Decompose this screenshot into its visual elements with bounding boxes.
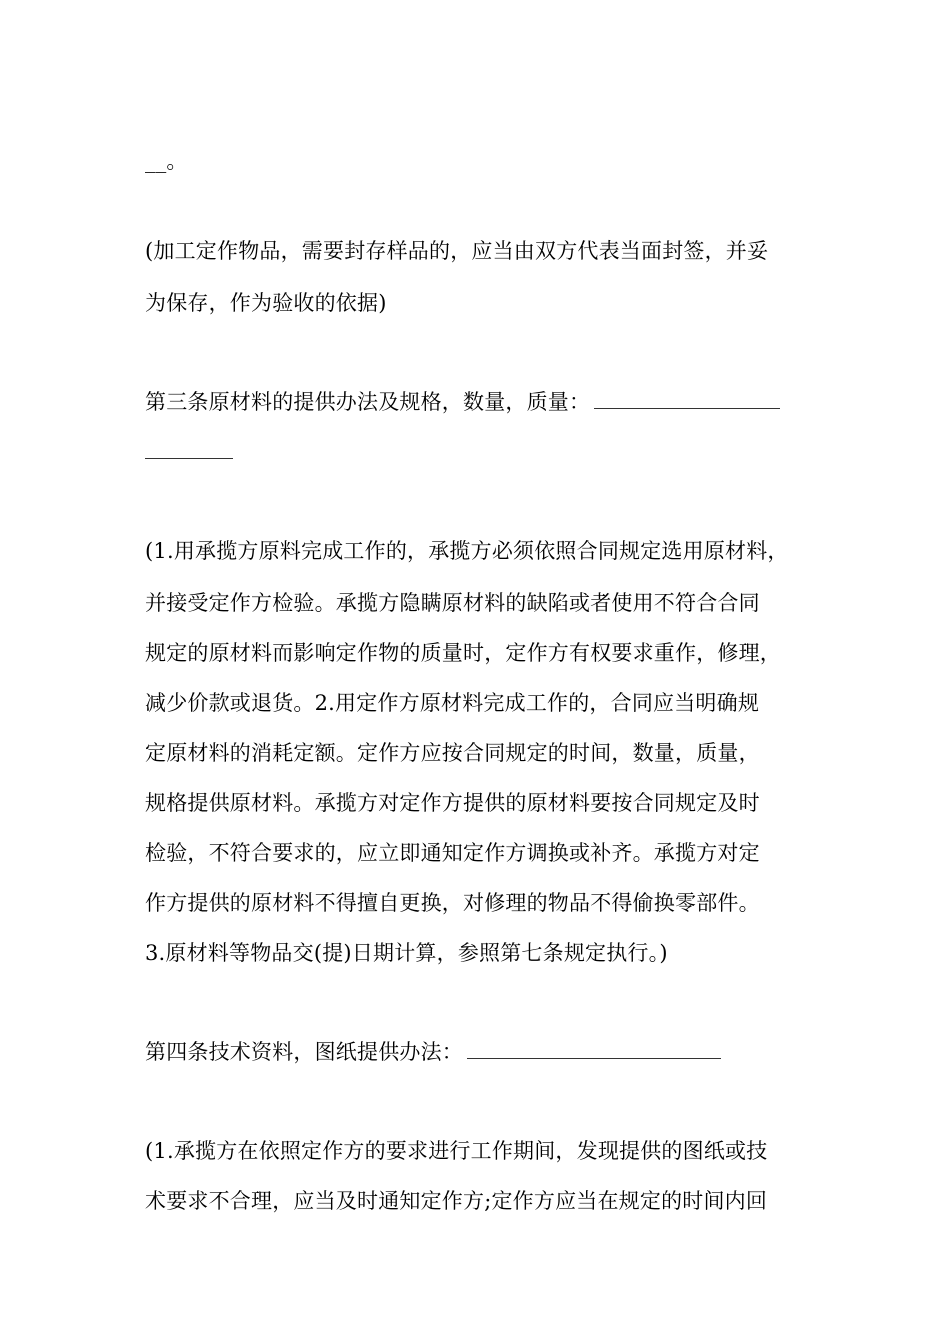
text-line: 第三条原材料的提供办法及规格，数量，质量： [145, 390, 591, 414]
fill-in-blank [467, 1038, 721, 1059]
text-line: 规格提供原材料。承揽方对定作方提供的原材料要按合同规定及时 [145, 791, 760, 815]
fill-in-blank-continuation [145, 438, 233, 465]
text-line: 规定的原材料而影响定作物的质量时，定作方有权要求重作，修理， [145, 641, 781, 665]
text-line: __。 [145, 149, 188, 173]
text-line: 并接受定作方检验。承揽方隐瞒原材料的缺陷或者使用不符合合同 [145, 591, 760, 615]
text-line: 3.原材料等物品交(提)日期计算，参照第七条规定执行。) [145, 941, 668, 965]
fill-in-blank [594, 388, 780, 409]
text-line: (1.用承揽方原料完成工作的，承揽方必须依照合同规定选用原材料， [145, 539, 789, 563]
text-line: 减少价款或退货。2.用定作方原材料完成工作的，合同应当明确规 [145, 691, 760, 715]
text-line: 检验，不符合要求的，应立即通知定作方调换或补齐。承揽方对定 [145, 841, 760, 865]
text-line: 为保存，作为验收的依据) [145, 291, 387, 315]
text-line: 作方提供的原材料不得擅自更换，对修理的物品不得偷换零部件。 [145, 891, 760, 915]
text-line: (加工定作物品，需要封存样品的，应当由双方代表当面封签，并妥 [145, 239, 769, 263]
article-four-heading [145, 1038, 721, 1065]
text-line: (1.承揽方在依照定作方的要求进行工作期间，发现提供的图纸或技 [145, 1139, 768, 1163]
fill-in-blank [145, 438, 233, 459]
text-line: 第四条技术资料，图纸提供办法： [145, 1040, 463, 1064]
text-line: 术要求不合理，应当及时通知定作方;定作方应当在规定的时间内回 [145, 1189, 768, 1213]
text-line: 定原材料的消耗定额。定作方应按合同规定的时间，数量，质量， [145, 741, 760, 765]
article-three-heading [145, 388, 780, 415]
